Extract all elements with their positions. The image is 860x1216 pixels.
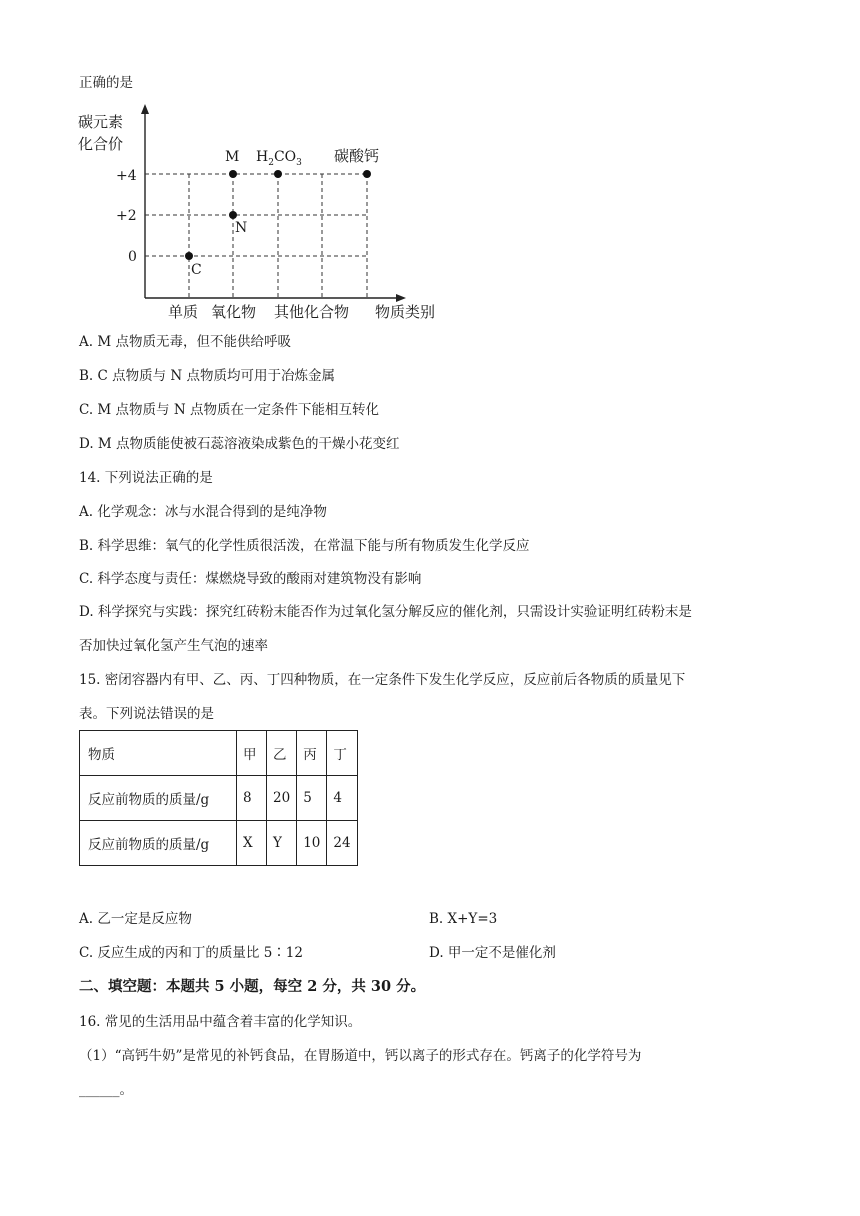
point-label-H2CO3: $H_2CO_3$ — [256, 149, 302, 168]
q13-option-b: B. C 点物质与 N 点物质均可用于冶炼金属 — [79, 368, 336, 384]
table-cell: 5 — [297, 776, 327, 821]
y-axis-arrow — [141, 104, 149, 114]
table-row — [80, 821, 358, 866]
table-cell: 丁 — [327, 731, 357, 776]
q15-option-b: B. X+Y=3 — [429, 911, 498, 927]
point-label-C: C — [191, 262, 202, 278]
q16-part1: （1）“高钙牛奶”是常见的补钙食品，在胃肠道中，钙以离子的形式存在。钙离子的化学符号为 — [79, 1048, 642, 1064]
table-cell: 丙 — [297, 731, 327, 776]
table-cell: 10 — [297, 821, 327, 866]
valence-chart — [70, 100, 490, 330]
q16-blank: ______。 — [79, 1082, 133, 1098]
point-label-N: N — [235, 220, 248, 236]
x-axis-arrow — [396, 294, 406, 302]
x-category-label: 其他化合物 — [274, 303, 350, 321]
x-axis-label: 物质类别 — [375, 303, 436, 321]
q14-option-b: B. 科学思维：氧气的化学性质很活泼，在常温下能与所有物质发生化学反应 — [79, 538, 530, 554]
q16-stem: 16. 常见的生活用品中蕴含着丰富的化学知识。 — [79, 1014, 362, 1030]
section-heading: 二、填空题：本题共 5 小题，每空 2 分，共 30 分。 — [79, 978, 426, 995]
point-M — [229, 170, 237, 178]
table-row — [80, 776, 358, 821]
table-cell: 乙 — [267, 731, 297, 776]
q14-option-d: D. 科学探究与实践：探究红砖粉末能否作为过氧化氢分解反应的催化剂，只需设计实验证明红砖粉末是 — [79, 604, 692, 620]
q13-option-d: D. M 点物质能使被石蕊溶液染成紫色的干燥小花变红 — [79, 436, 400, 452]
y-tick-label: +2 — [116, 208, 137, 224]
x-category-label: 单质 — [168, 303, 199, 321]
point-calcium-carbonate — [363, 170, 371, 178]
point-C — [185, 252, 193, 260]
question-intro: 正确的是 — [79, 75, 133, 91]
q13-option-a: A. M 点物质无毒，但不能供给呼吸 — [79, 334, 291, 350]
x-category-label: 氧化物 — [211, 303, 257, 321]
point-N — [229, 211, 237, 219]
y-tick-label: +4 — [116, 168, 137, 184]
y-axis-label-line1: 碳元素 — [78, 113, 124, 131]
table-cell: Y — [267, 821, 297, 866]
table-row — [80, 731, 358, 776]
q14-stem: 14. 下列说法正确的是 — [79, 470, 213, 486]
table-cell: 甲 — [237, 731, 267, 776]
q14-option-c: C. 科学态度与责任：煤燃烧导致的酸雨对建筑物没有影响 — [79, 571, 422, 587]
y-tick-label: 0 — [128, 249, 137, 265]
q14-option-d-cont: 否加快过氧化氢产生气泡的速率 — [79, 638, 268, 654]
table-cell: X — [237, 821, 267, 866]
q15-option-a: A. 乙一定是反应物 — [79, 911, 192, 927]
q15-option-d: D. 甲一定不是催化剂 — [429, 945, 556, 961]
q13-option-c: C. M 点物质与 N 点物质在一定条件下能相互转化 — [79, 402, 379, 418]
table-cell: 反应前物质的质量/g — [80, 776, 237, 821]
y-axis-label-line2: 化合价 — [78, 135, 124, 153]
table-cell: 24 — [327, 821, 357, 866]
point-label-calcium-carbonate: 碳酸钙 — [334, 147, 380, 165]
table-cell: 8 — [237, 776, 267, 821]
point-H2CO3 — [274, 170, 282, 178]
table-cell: 反应前物质的质量/g — [80, 821, 237, 866]
q15-stem-line1: 15. 密闭容器内有甲、乙、丙、丁四种物质，在一定条件下发生化学反应，反应前后各物质的质量见下 — [79, 672, 686, 688]
point-label-M: M — [225, 149, 240, 165]
q15-stem-line2: 表。下列说法错误的是 — [79, 706, 214, 722]
mass-table — [79, 730, 358, 866]
table-cell: 20 — [267, 776, 297, 821]
table-cell: 4 — [327, 776, 357, 821]
table-cell: 物质 — [80, 731, 237, 776]
q15-option-c: C. 反应生成的丙和丁的质量比 5∶12 — [79, 945, 303, 961]
q14-option-a: A. 化学观念：冰与水混合得到的是纯净物 — [79, 504, 327, 520]
